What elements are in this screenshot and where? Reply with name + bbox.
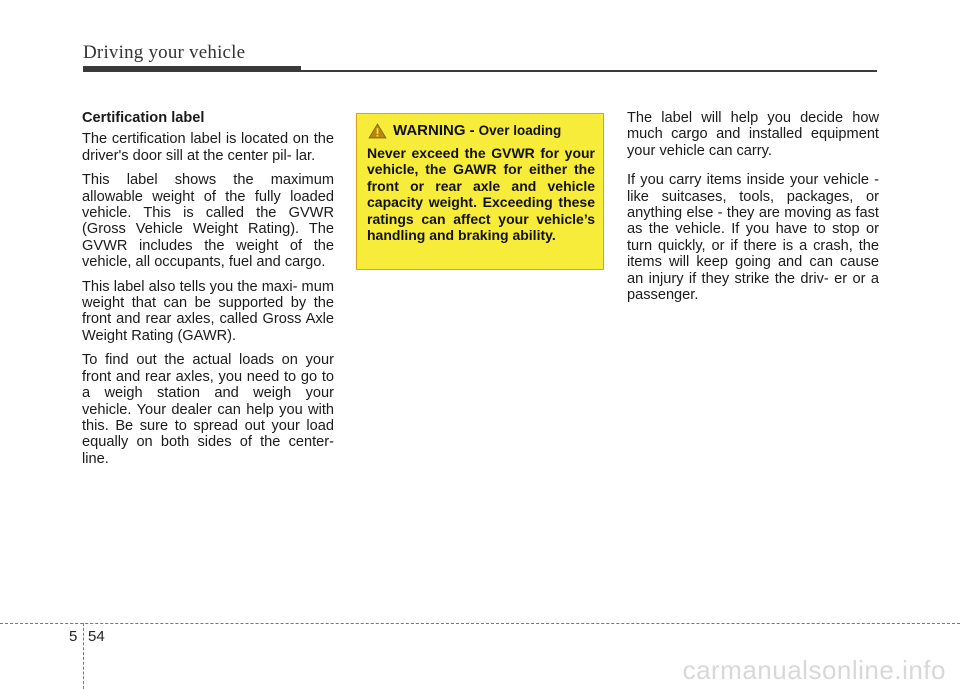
paragraph: If you carry items inside your vehicle - like suitcases, tools, packages, or anything else - they are moving as fast as the vehicle. If you have to stop or turn quickly, or if there is a crash, the items will keep going and can cause an injury if they strike the driv- er or a passenger.: [627, 172, 879, 304]
warning-label: WARNING -: [393, 122, 475, 139]
footer-vertical-rule: [83, 623, 84, 689]
header-rule-thick: [83, 66, 301, 72]
paragraph: This label also tells you the maxi- mum weight that can be supported by the front and rear axles, called Gross Axle Weight Rating (GAWR).: [82, 278, 334, 344]
warning-box: [356, 113, 604, 270]
right-column: [627, 110, 879, 311]
warning-subject: Over loading: [478, 123, 562, 138]
warning-header: [367, 122, 595, 139]
paragraph: The certification label is located on the driver's door sill at the center pil- lar.: [82, 131, 334, 164]
page-number: 54: [88, 628, 105, 645]
footer-rule: [0, 623, 960, 624]
warning-triangle-icon: [368, 123, 387, 139]
warning-text: Never exceed the GVWR for your vehicle, the GAWR for either the front or rear axle and vehicle capacity weight. Exceeding these ratings can affect your vehicle’s handling and braking ability.: [367, 145, 595, 244]
paragraph: The label will help you decide how much cargo and installed equipment your vehicle can carry.: [627, 110, 879, 159]
paragraph: To find out the actual loads on your front and rear axles, you need to go to a weigh station and weigh your vehicle. Your dealer can help you with this. Be sure to spread out your load equally on both sides of the center- line.: [82, 352, 334, 467]
section-heading: Certification label: [82, 110, 205, 126]
watermark: carmanualsonline.info: [682, 655, 946, 685]
chapter-number: 5: [69, 628, 78, 645]
left-column: [82, 110, 334, 475]
header-rule-thin: [301, 70, 877, 72]
paragraph: This label shows the maximum allowable weight of the fully loaded vehicle. This is called the GVWR (Gross Vehicle Weight Rating). The GVWR includes the weight of the vehicle, all occupants, fuel and cargo.: [82, 172, 334, 271]
page-header-title: Driving your vehicle: [83, 42, 246, 63]
